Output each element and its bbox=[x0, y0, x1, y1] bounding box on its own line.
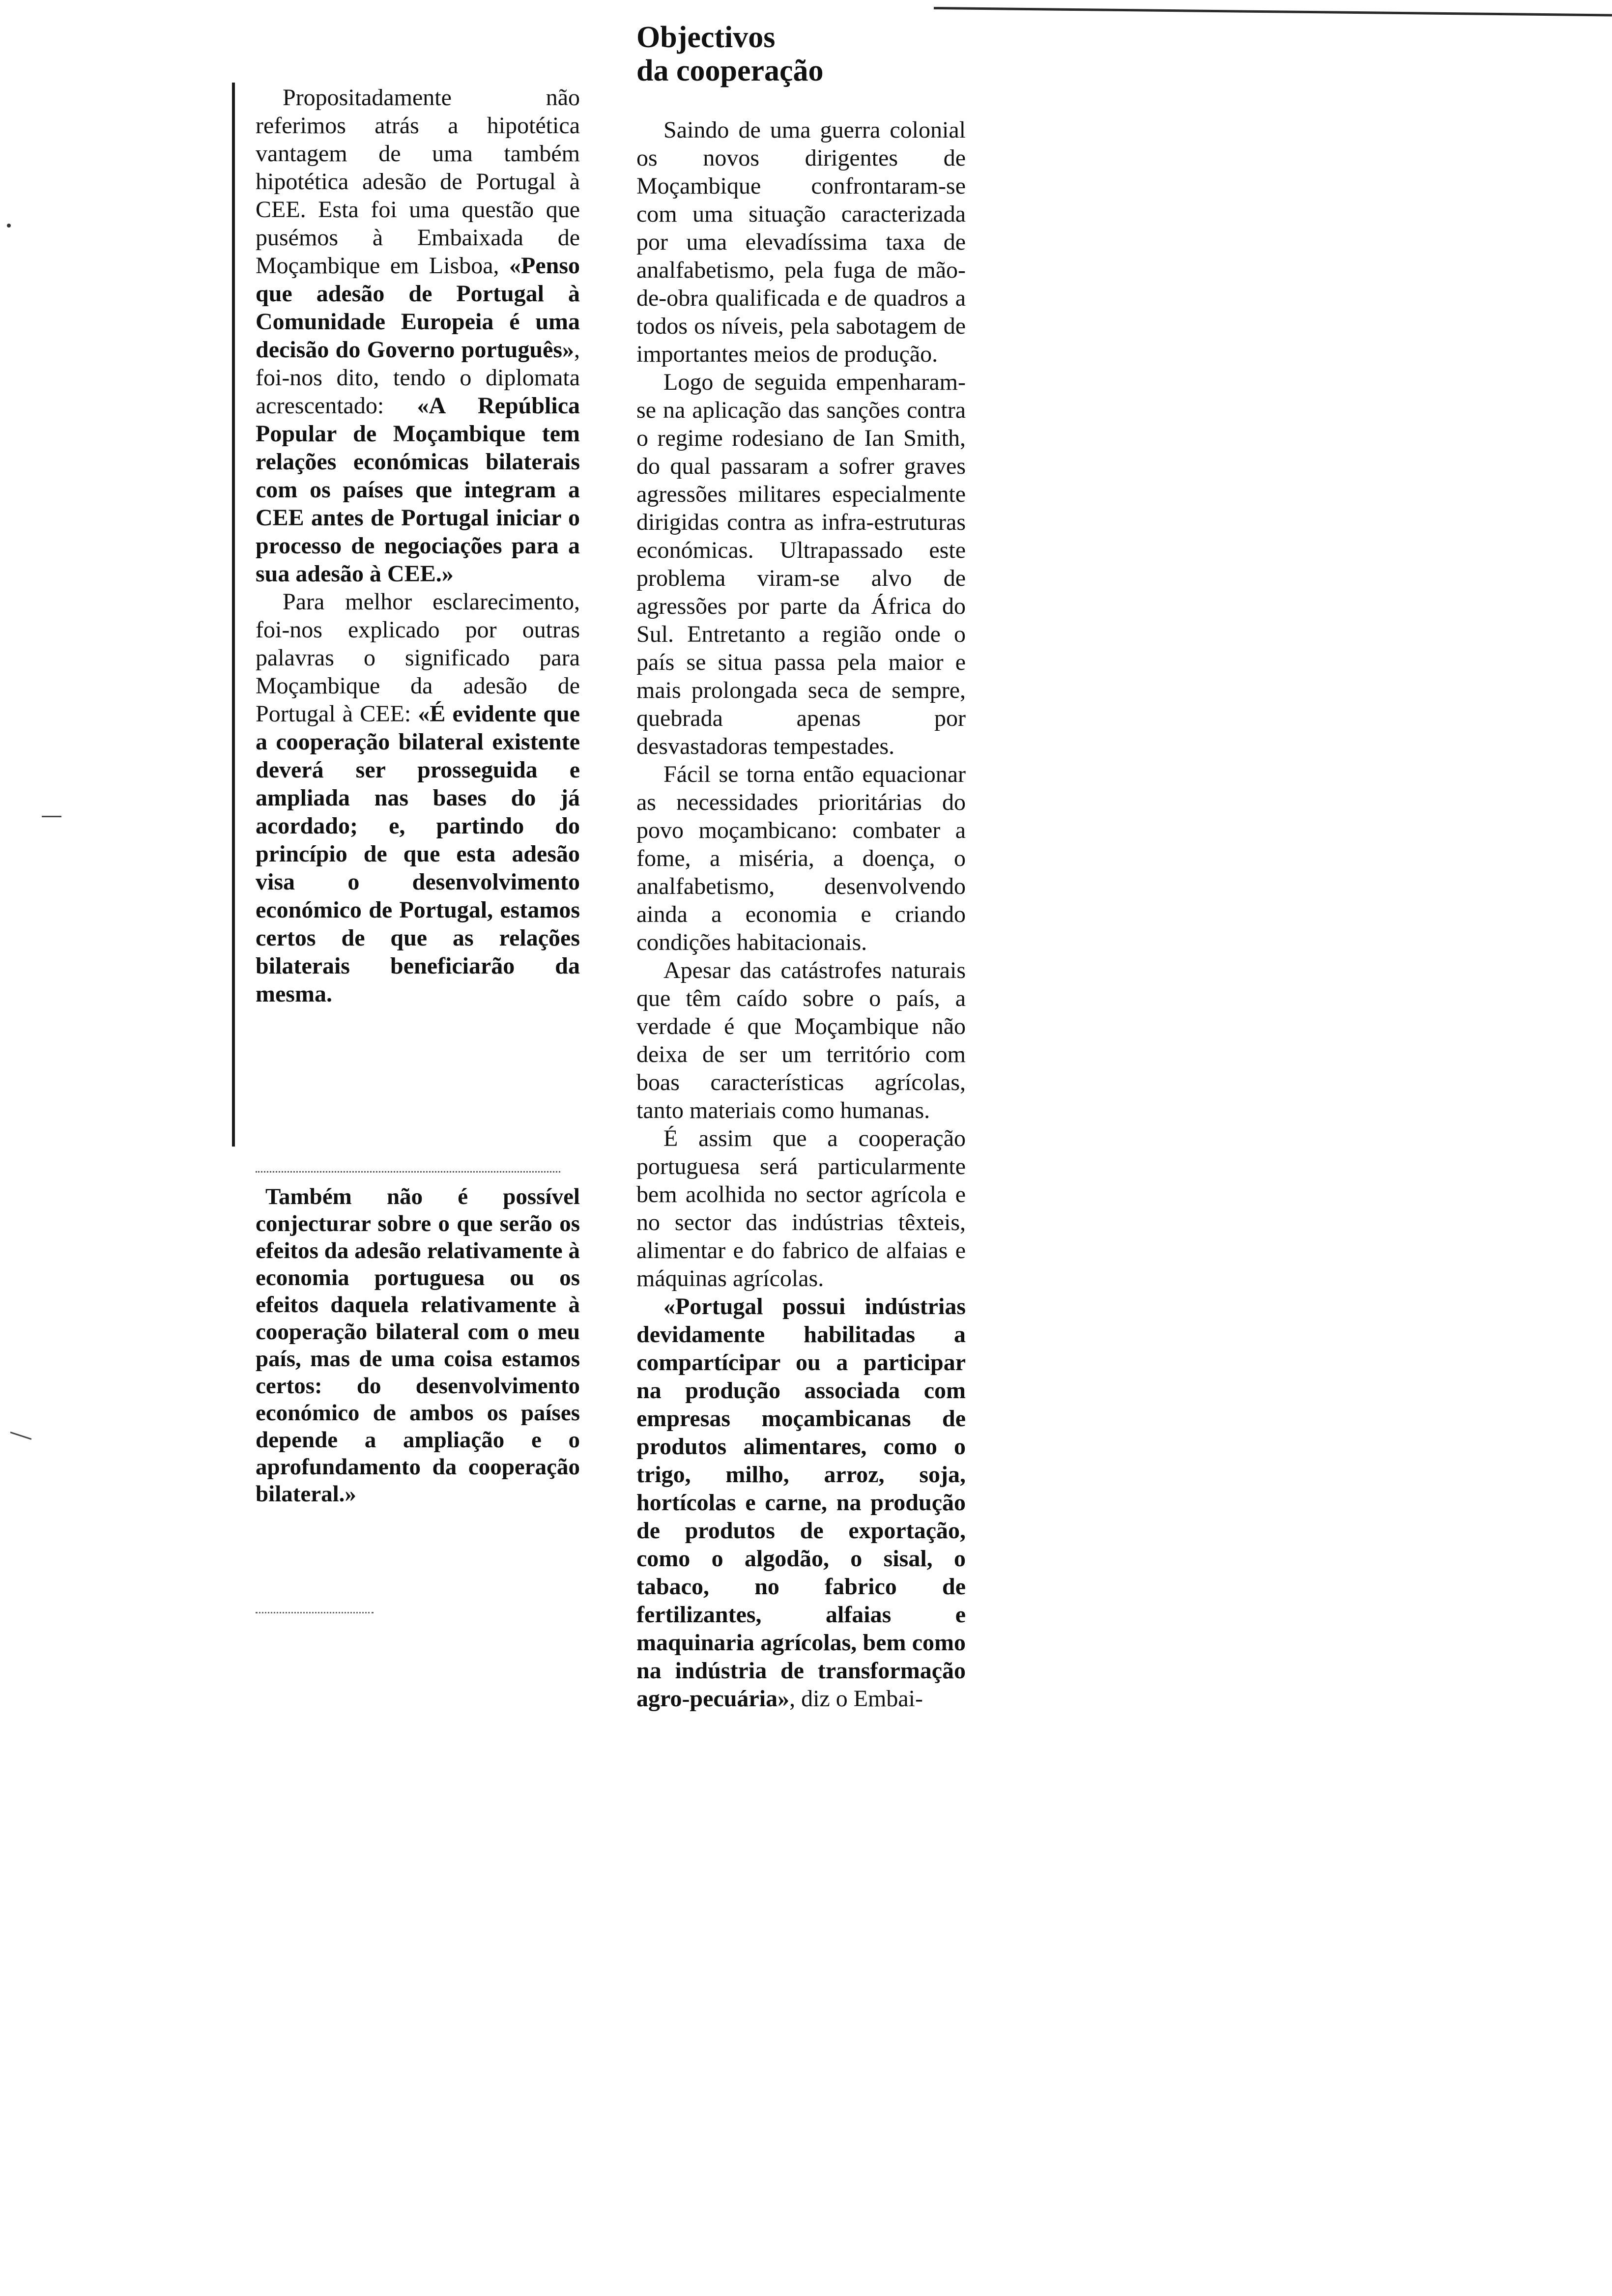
left-paragraph-2 bbox=[256, 588, 580, 1008]
left-lower-paragraph: Também não é possível conjecturar sobre o que serão os efeitos da adesão relativamente à economia portuguesa ou os efeitos daquela relativamente à cooperação bilateral com o meu país, mas de uma coisa estamos certos: do desenvolvimento económico de ambos os países depende a ampliação e o aprofundamento da cooperação bilateral.» bbox=[256, 1184, 580, 1507]
headline-line-2: da cooperação bbox=[636, 54, 824, 87]
top-rule bbox=[934, 7, 1612, 16]
right-column bbox=[636, 116, 966, 1713]
text-run: , foi-nos dito, tendo o diplomata acrescentado: bbox=[256, 337, 580, 419]
left-paragraph-1 bbox=[256, 84, 580, 588]
right-paragraph-6 bbox=[636, 1292, 966, 1713]
right-paragraph-1: Saindo de uma guerra colonial os novos dirigentes de Moçambique confrontaram-se com uma situação caracterizada por uma elevadíssima taxa de analfabetismo, pela fuga de mão-de-obra qualificada e de quadros a todos os níveis, pela sabotagem de importantes meios de produção. bbox=[636, 117, 966, 367]
article-headline bbox=[636, 21, 980, 87]
left-column bbox=[256, 84, 580, 1008]
right-paragraph-3: Fácil se torna então equacionar as necessidades prioritárias do povo moçambicano: combater a fome, a miséria, a doença, o analfabetismo, desenvolvendo ainda a economia e criando condições habitacionais. bbox=[636, 761, 966, 955]
scan-mark bbox=[10, 1432, 32, 1440]
right-paragraph-5: É assim que a cooperação portuguesa será particularmente bem acolhida no sector agrícola e no sector das indústrias têxteis, alimentar e do fabrico de alfaias e máquinas agrícolas. bbox=[636, 1125, 966, 1292]
text-run: Propositadamente não referimos atrás a hipotética vantagem de uma também hipotética adesão de Portugal à CEE. Esta foi uma questão que pusémos à Embaixada de Moçambique em Lisboa, bbox=[256, 85, 580, 279]
right-paragraph-2: Logo de seguida empenharam-se na aplicação das sanções contra o regime rodesiano de Ian Smith, do qual passaram a sofrer graves agressões militares especialmente dirigidas contra as infra-estruturas económicas. Ultrapassado este problema viram-se alvo de agressões por parte da África do Sul. Entretanto a região onde o país se situa passa pela maior e mais prolongada seca de sempre, quebrada apenas por desvastadoras tempestades. bbox=[636, 369, 966, 759]
right-paragraph-4: Apesar das catástrofes naturais que têm caído sobre o país, a verdade é que Moçambique não deixa de ser um território com boas características agrícolas, tanto materiais como humanas. bbox=[636, 957, 966, 1123]
scan-mark bbox=[42, 816, 61, 817]
left-column-bar bbox=[232, 83, 235, 1147]
text-run: , diz o Embai- bbox=[789, 1686, 923, 1712]
quote-run: «Penso que adesão de Portugal à Comunidade Europeia é uma decisão do Governo português» bbox=[256, 253, 580, 363]
text-run: Para melhor esclarecimento, foi-nos explicado por outras palavras o significado para Moçambique da adesão de Portugal à CEE: bbox=[256, 589, 580, 727]
quote-run: «Portugal possui indústrias devidamente habilitadas a compartícipar ou a participar na produção associada com empresas moçambicanas de produtos alimentares, como o trigo, milho, arroz, soja, hortícolas e carne, na produção de produtos de exportação, como o algodão, o sisal, o tabaco, no fabrico de fertilizantes, alfaias e maquinaria agrícolas, bem como na indústria de transformação agro-pecuária» bbox=[636, 1293, 966, 1712]
left-column-lower bbox=[256, 1183, 580, 1508]
headline-line-1: Objectivos bbox=[636, 21, 776, 54]
quote-run: «É evidente que a cooperação bilateral existente deverá ser prosseguida e ampliada nas bases do já acordado; e, partindo do princípio de que esta adesão visa o desenvolvimento económico de Portugal, estamos certos de que as relações bilaterais beneficiarão da mesma. bbox=[256, 701, 580, 1007]
scan-mark bbox=[256, 1612, 374, 1613]
scan-speck bbox=[7, 224, 11, 228]
quote-run: «A República Popular de Moçambique tem relações económicas bilaterais com os países que integram a CEE antes de Portugal iniciar o processo de negociações para a sua adesão à CEE.» bbox=[256, 393, 580, 587]
column-separator bbox=[256, 1171, 560, 1173]
